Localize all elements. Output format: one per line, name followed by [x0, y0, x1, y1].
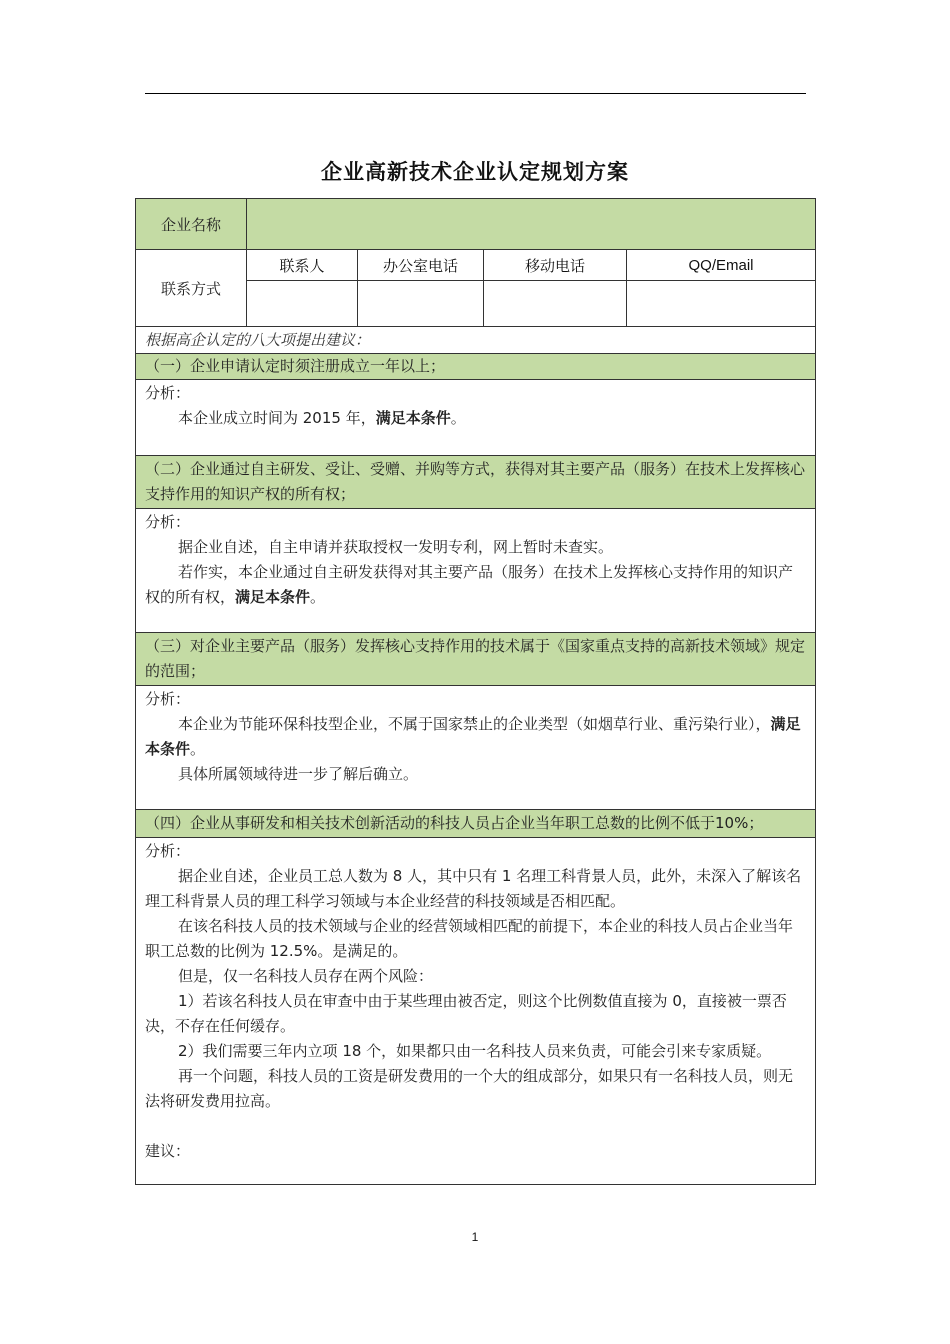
mobile-phone-value — [484, 281, 627, 326]
analysis-paragraph: 但是，仅一名科技人员存在两个风险： — [178, 967, 434, 985]
page-number: 1 — [471, 1230, 479, 1244]
analysis-label: 分析： — [145, 690, 191, 708]
office-phone-value — [358, 281, 484, 326]
analysis-paragraph: 据企业自述，自主申请并获取授权一发明专利，网上暂时未查实。 — [178, 538, 614, 556]
analysis-label: 分析： — [145, 842, 191, 860]
contact-label: 联系方式 — [136, 250, 247, 326]
assessment-table — [135, 198, 816, 1185]
analysis-paragraph: 在该名科技人员的技术领域与企业的经营领域相匹配的前提下，本企业的科技人员占企业当年职工总数的比例为 12.5%。是满足的。 — [145, 917, 794, 960]
suggestion-label: 建议： — [145, 1142, 191, 1160]
contact-person-header: 联系人 — [247, 250, 358, 280]
criterion-2-heading: （二）企业通过自主研发、受让、受赠、并购等方式，获得对其主要产品（服务）在技术上发挥核心支持作用的知识产权的所有权； — [136, 455, 815, 508]
header-rule — [145, 93, 806, 94]
contact-value-row — [247, 281, 815, 326]
criterion-4-analysis — [136, 837, 815, 1184]
contact-header-row — [247, 250, 815, 281]
analysis-paragraph: 本企业成立时间为 2015 年，满足本条件。 — [178, 409, 466, 427]
company-name-row — [136, 199, 815, 249]
mobile-phone-header: 移动电话 — [484, 250, 627, 280]
qq-email-value — [627, 281, 815, 326]
criterion-1-heading: （一）企业申请认定时须注册成立一年以上； — [136, 353, 815, 379]
analysis-label: 分析： — [145, 384, 191, 402]
contact-person-value — [247, 281, 358, 326]
analysis-label: 分析： — [145, 513, 191, 531]
analysis-paragraph: 据企业自述，企业员工总人数为 8 人，其中只有 1 名理工科背景人员，此外，未深入了解该名理工科背景人员的理工科学习领域与本企业经营的科技领域是否相匹配。 — [145, 867, 802, 910]
document-title: 企业高新技术企业认定规划方案 — [321, 159, 629, 184]
office-phone-header: 办公室电话 — [358, 250, 484, 280]
criterion-3-analysis — [136, 685, 815, 809]
analysis-paragraph: 本企业为节能环保科技型企业，不属于国家禁止的企业类型（如烟草行业、重污染行业），满足本条件。 — [145, 715, 801, 758]
qq-email-header: QQ/Email — [688, 256, 754, 274]
intro-text: 根据高企认定的八大项提出建议： — [136, 326, 815, 353]
criterion-4-heading: （四）企业从事研发和相关技术创新活动的科技人员占企业当年职工总数的比例不低于10%； — [136, 809, 815, 837]
criterion-2-analysis — [136, 508, 815, 632]
analysis-paragraph: 若作实，本企业通过自主研发获得对其主要产品（服务）在技术上发挥核心支持作用的知识产权的所有权，满足本条件。 — [145, 563, 794, 606]
analysis-paragraph: 再一个问题，科技人员的工资是研发费用的一个大的组成部分，如果只有一名科技人员，则无法将研发费用拉高。 — [145, 1067, 794, 1110]
company-name-label: 企业名称 — [136, 199, 247, 249]
company-name-value — [247, 199, 815, 249]
contact-grid — [247, 250, 815, 326]
analysis-paragraph: 2）我们需要三年内立项 18 个，如果都只由一名科技人员来负责，可能会引来专家质疑。 — [178, 1042, 772, 1060]
criterion-3-heading: （三）对企业主要产品（服务）发挥核心支持作用的技术属于《国家重点支持的高新技术领域》规定的范围； — [136, 632, 815, 685]
analysis-paragraph: 1）若该名科技人员在审查中由于某些理由被否定，则这个比例数值直接为 0，直接被一票否决，不存在任何缓存。 — [145, 992, 787, 1035]
criterion-1-analysis — [136, 379, 815, 455]
contact-row — [136, 249, 815, 326]
analysis-paragraph: 具体所属领域待进一步了解后确立。 — [178, 765, 419, 783]
